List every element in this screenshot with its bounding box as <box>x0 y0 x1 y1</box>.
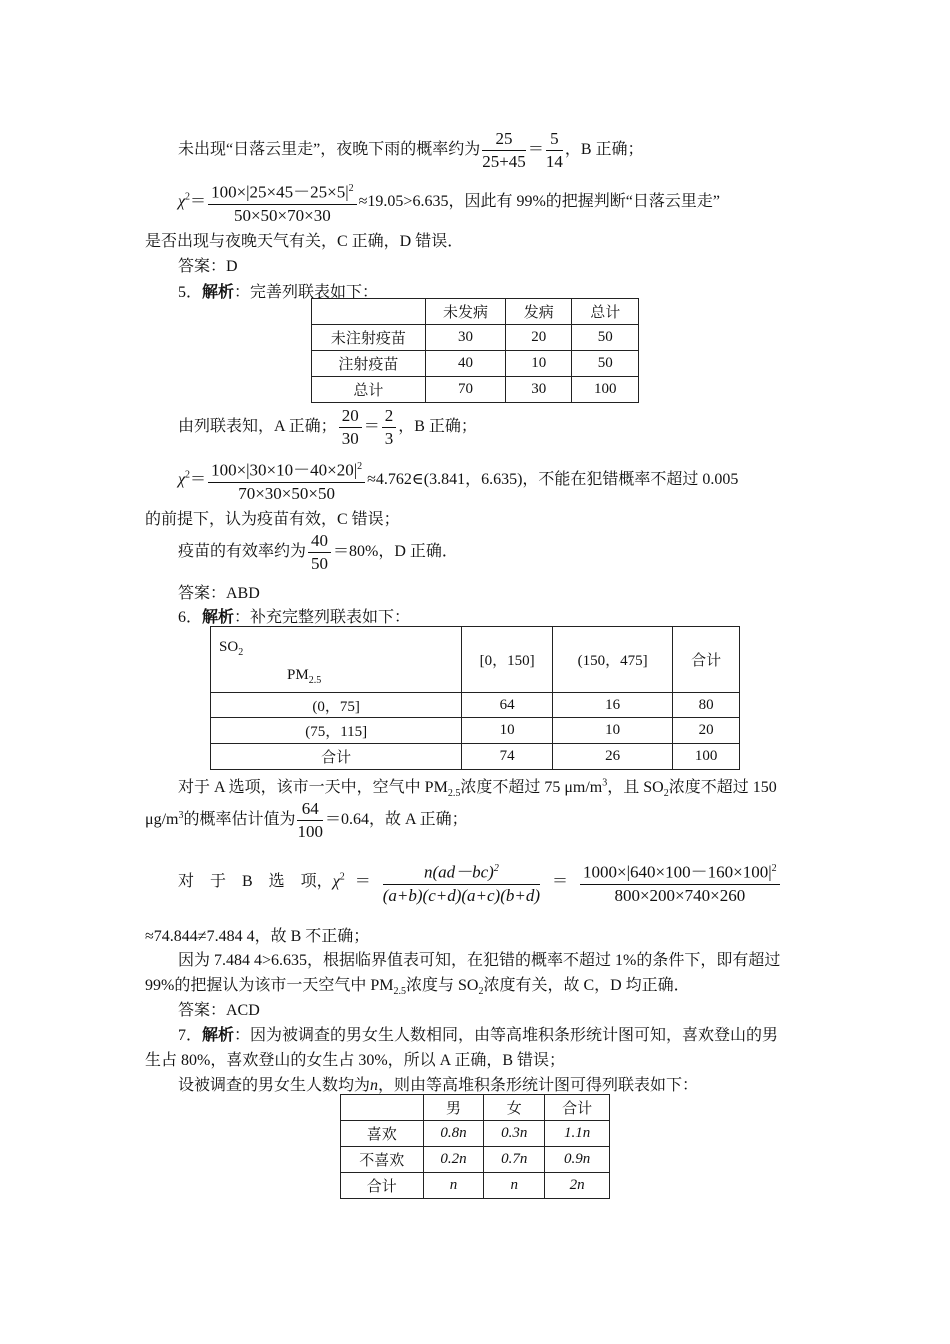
table-vaccine <box>311 298 639 403</box>
table-row <box>341 1147 610 1173</box>
equals: ＝ <box>527 141 544 159</box>
text: ＝80%，D 正确． <box>333 543 458 561</box>
denominator: 14 <box>545 152 563 171</box>
text: 的前提下，认为疫苗有效，C 错误； <box>145 511 400 528</box>
text: 6． <box>178 609 203 626</box>
numerator: 5 <box>546 128 563 151</box>
table-cell: 2n <box>545 1173 610 1199</box>
subscript: 2.5 <box>393 986 406 998</box>
text: 答案：D <box>178 258 238 275</box>
numerator: 2 <box>382 405 397 428</box>
table-row <box>312 377 639 403</box>
numerator: 40 <box>308 530 331 553</box>
table-cell <box>341 1095 424 1121</box>
table-cell: 0.8n <box>423 1121 484 1147</box>
numerator-text: 100×|30×10－40×20| <box>211 460 358 480</box>
table-header-row <box>312 299 639 325</box>
text: ，且 SO <box>607 779 664 796</box>
variable: n <box>370 1077 379 1094</box>
table-cell: 发病 <box>506 299 572 325</box>
table-cell: 合计 <box>673 627 740 693</box>
text: ：因为被调查的男女生人数相同，由等高堆积条形统计图可知，喜欢登山的男 <box>234 1027 779 1044</box>
line-text <box>145 972 690 997</box>
line-text <box>145 1047 565 1070</box>
line-text <box>145 506 400 529</box>
superscript: 2 <box>493 863 499 874</box>
table-cell: 20 <box>673 718 740 744</box>
table-cell: (75，115] <box>211 718 462 744</box>
text: ：完善列联表如下： <box>234 284 379 301</box>
table-row <box>211 744 740 770</box>
numerator: 25 <box>482 128 526 151</box>
table-cell: 0.3n <box>484 1121 545 1147</box>
table-cell: 0.9n <box>545 1147 610 1173</box>
table-cell: 64 <box>462 693 553 718</box>
fraction <box>580 858 780 907</box>
corner-top-label <box>219 639 243 658</box>
line-ratio <box>178 405 477 450</box>
subscript: 2.5 <box>308 675 322 686</box>
table-header-row <box>211 627 740 693</box>
table-cell: 未注射疫苗 <box>312 325 426 351</box>
text: SO <box>219 639 239 655</box>
numerator-text: n(ad－bc) <box>423 862 494 882</box>
fraction <box>383 858 540 907</box>
table-gender-hiking <box>340 1094 610 1199</box>
line-text <box>178 1072 698 1095</box>
table-cell: 10 <box>462 718 553 744</box>
text: 未出现“日落云里走”，夜晚下雨的概率约为 <box>178 141 481 159</box>
table-cell: 不喜欢 <box>341 1147 424 1173</box>
superscript: 2 <box>771 863 777 874</box>
numerator-text: 100×|25×45－25×5| <box>211 182 349 202</box>
answer-4 <box>178 253 238 276</box>
corner-bottom-label <box>287 667 321 686</box>
numerator-text: 1000×|640×100－160×100| <box>583 862 772 882</box>
superscript: 2 <box>185 191 191 203</box>
table-pm-so2 <box>210 626 740 770</box>
subscript: 2.5 <box>447 788 461 800</box>
text: ，B 正确； <box>564 141 644 159</box>
denominator: (a+b)(c+d)(a+c)(b+d) <box>382 885 541 905</box>
table-cell: 50 <box>572 325 639 351</box>
table-cell: 女 <box>484 1095 545 1121</box>
text: 浓度与 SO <box>405 977 479 994</box>
denominator: 50×50×70×30 <box>233 205 331 225</box>
line-text <box>145 923 369 946</box>
table-cell: 合计 <box>211 744 462 770</box>
answer-5 <box>178 580 260 603</box>
denominator: 800×200×740×260 <box>614 885 746 905</box>
table-corner-cell <box>211 627 462 693</box>
analysis-label: 解析 <box>202 1027 235 1044</box>
text: 浓度有关，故 C，D 均正确． <box>483 977 690 994</box>
line-text <box>145 228 463 251</box>
table-cell: 0.7n <box>484 1147 545 1173</box>
text: 设被调查的男女生人数均为 <box>178 1077 371 1094</box>
numerator <box>208 456 365 483</box>
table-cell: 30 <box>425 325 505 351</box>
table-cell: 10 <box>506 351 572 377</box>
superscript: 2 <box>185 469 191 481</box>
table-cell: 合计 <box>545 1095 610 1121</box>
numerator: 64 <box>297 798 323 821</box>
subscript: 2 <box>663 788 669 800</box>
denominator: 3 <box>384 429 394 448</box>
table-cell: 50 <box>572 351 639 377</box>
table-cell: 30 <box>506 377 572 403</box>
line-efficacy <box>178 530 458 575</box>
table-row <box>211 718 740 744</box>
table-cell: 总计 <box>572 299 639 325</box>
fraction <box>208 456 365 505</box>
text: ≈74.844≠7.484 4，故 B 不正确； <box>145 928 370 945</box>
table-row <box>341 1121 610 1147</box>
table-cell: 男 <box>423 1095 484 1121</box>
text: PM <box>287 667 309 683</box>
numerator <box>580 858 780 885</box>
table-cell: 10 <box>552 718 672 744</box>
subscript: 2 <box>478 986 484 998</box>
superscript: 3 <box>178 809 184 821</box>
line-option-a <box>178 774 777 799</box>
equals: ＝ <box>190 471 207 488</box>
line-option-b <box>178 858 782 907</box>
text: 由列联表知，A 正确； <box>178 418 337 436</box>
line-chi-square-1 <box>178 178 720 227</box>
text: 对于 A 选项，该市一天中，空气中 PM <box>178 779 448 796</box>
table-cell: 100 <box>673 744 740 770</box>
table-cell: n <box>423 1173 484 1199</box>
table-row <box>312 351 639 377</box>
fraction <box>308 530 331 575</box>
superscript: 3 <box>602 777 608 789</box>
text: ，B 正确； <box>398 418 477 436</box>
text: 疫苗的有效率约为 <box>178 543 307 561</box>
text: ≈4.762∈(3.841，6.635)，不能在犯错概率不超过 0.005 <box>367 471 739 488</box>
superscript: 2 <box>339 871 345 883</box>
fraction <box>339 405 362 450</box>
subscript: 2 <box>238 647 244 658</box>
equals: ＝ <box>363 418 380 436</box>
denominator: 30 <box>341 429 359 448</box>
text: 5． <box>178 284 203 301</box>
fraction <box>208 178 357 227</box>
table-cell: 70 <box>425 377 505 403</box>
text: 的概率估计值为 <box>183 811 296 829</box>
table-cell: (150，475] <box>552 627 672 693</box>
denominator: 25+45 <box>482 152 526 171</box>
text: μg/m <box>145 811 179 829</box>
table-cell: 100 <box>572 377 639 403</box>
text: ：补充完整列联表如下： <box>234 609 411 626</box>
denominator: 50 <box>311 554 329 573</box>
question-6-heading <box>178 604 410 627</box>
text: 99%的把握认为该市一天空气中 PM <box>145 977 394 994</box>
answer-6 <box>178 997 260 1020</box>
table-cell: 总计 <box>312 377 426 403</box>
text: 答案：ACD <box>178 1002 260 1019</box>
table-row <box>211 693 740 718</box>
fraction <box>297 798 323 843</box>
line-text <box>178 947 780 970</box>
text: ≈19.05>6.635，因此有 99%的把握判断“日落云里走” <box>358 193 720 210</box>
chi-symbol: χ <box>178 193 186 210</box>
table-cell: 喜欢 <box>341 1121 424 1147</box>
chi-symbol: χ <box>332 873 340 890</box>
text: 对 于 B 选 项， <box>178 873 333 890</box>
table-cell: 26 <box>552 744 672 770</box>
equals: ＝ <box>552 873 569 890</box>
table-cell: 注射疫苗 <box>312 351 426 377</box>
text: 浓度不超过 150 <box>668 779 777 796</box>
table-cell: 74 <box>462 744 553 770</box>
table-cell: 16 <box>552 693 672 718</box>
question-7-heading <box>178 1022 778 1045</box>
numerator: 20 <box>339 405 362 428</box>
denominator: 70×30×50×50 <box>238 483 335 503</box>
numerator <box>383 858 540 885</box>
table-cell: 40 <box>425 351 505 377</box>
denominator: 100 <box>297 822 323 841</box>
table-cell: n <box>484 1173 545 1199</box>
table-cell: 1.1n <box>545 1121 610 1147</box>
table-cell: 80 <box>673 693 740 718</box>
text: ，则由等高堆积条形统计图可得列联表如下： <box>378 1077 699 1094</box>
fraction <box>382 405 397 450</box>
analysis-label: 解析 <box>202 284 235 301</box>
equals: ＝ <box>190 193 207 210</box>
text: ＝0.64，故 A 正确； <box>324 811 468 829</box>
text: 答案：ABD <box>178 585 260 602</box>
table-header-row <box>341 1095 610 1121</box>
superscript: 2 <box>348 183 354 194</box>
text: 因为 7.484 4>6.635，根据临界值表可知，在犯错的概率不超过 1%的条件下，即有超过 <box>178 952 781 969</box>
equals: ＝ <box>354 873 371 890</box>
table-cell: 20 <box>506 325 572 351</box>
text: 生占 80%，喜欢登山的女生占 30%，所以 A 正确，B 错误； <box>145 1052 566 1069</box>
table-cell <box>312 299 426 325</box>
line-probability <box>178 128 644 173</box>
text: 是否出现与夜晚天气有关，C 正确，D 错误． <box>145 233 464 250</box>
table-cell: [0，150] <box>462 627 553 693</box>
table-cell: 未发病 <box>425 299 505 325</box>
analysis-label: 解析 <box>202 609 235 626</box>
table-cell: 合计 <box>341 1173 424 1199</box>
fraction <box>482 128 526 173</box>
table-row <box>341 1173 610 1199</box>
table-cell: (0，75] <box>211 693 462 718</box>
table-row <box>312 325 639 351</box>
line-probability-estimate <box>145 798 468 843</box>
superscript: 2 <box>357 461 363 472</box>
text: 7． <box>178 1027 203 1044</box>
line-chi-square-2 <box>178 456 738 505</box>
fraction <box>546 128 563 173</box>
table-cell: 0.2n <box>423 1147 484 1173</box>
text: 浓度不超过 75 μm/m <box>460 779 603 796</box>
numerator <box>208 178 357 205</box>
chi-symbol: χ <box>178 471 186 488</box>
